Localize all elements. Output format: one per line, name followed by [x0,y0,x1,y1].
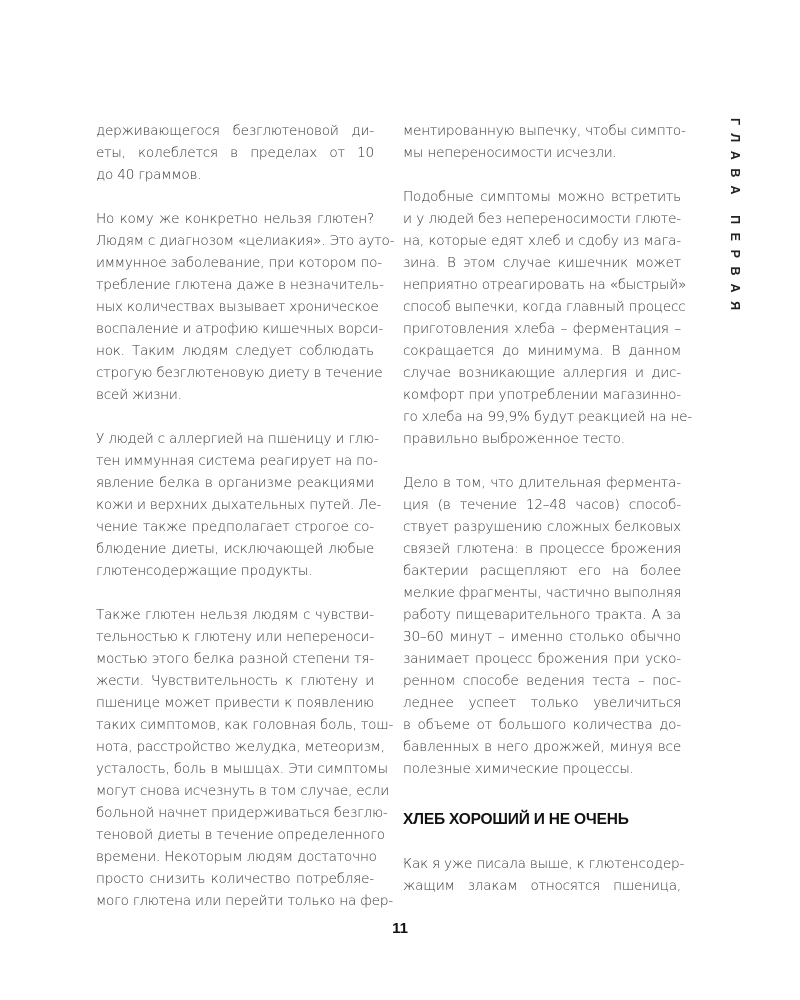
text-line: явление белка в организме реакциями [96,475,374,491]
text-line: воспаление и атрофию кишечных ворси- [96,321,384,337]
text-line: пшенице может привести к появлению [96,695,374,711]
text-line: чение также предполагает строгое со- [96,519,374,535]
text-line: иммунное заболевание, при котором по- [96,255,382,271]
text-line: до 40 граммов. [96,167,202,183]
text-line: нота, расстройство желудка, метеоризм, [96,739,385,755]
text-line: могут снова исчезнуть в том случае, если [96,783,389,799]
text-line: мого глютена или перейти только на фер- [96,893,393,909]
text-line: неприятно отреагировать на «быстрый» [403,277,687,293]
paragraph [96,604,394,912]
text-line: комфорт при употреблении магазинно- [403,387,681,403]
text-line: леднее успеет только увеличиться [403,695,681,711]
text-line: еты, колеблется в пределах от 10 [96,145,374,161]
text-line: и у людей без непереносимости глюте- [403,211,681,227]
text-line: связей глютена: в процессе брожения [403,541,681,557]
text-line: бавленных в него дрожжей, минуя все [403,739,681,755]
text-line: мелкие фрагменты, частично выполняя [403,585,682,601]
section-heading: ХЛЕБ ХОРОШИЙ И НЕ ОЧЕНЬ [403,811,629,828]
paragraph [403,186,692,450]
text-line: бактерии расщепляют его на более [403,563,681,579]
text-line: приготовления хлеба – ферментация – [403,321,681,337]
text-line: Дело в том, что длительная фермента- [403,475,681,491]
text-line: тельностью к глютену или непереноси- [96,629,374,645]
text-line: больной начнет придерживаться безглю- [96,805,388,821]
text-line: ных количествах вызывает хроническое [96,299,379,315]
section-body [403,853,685,919]
text-line: Но кому же конкретно нельзя глютен? [96,211,374,227]
paragraph [403,472,681,780]
paragraph [96,208,395,406]
text-line: времени. Некоторым людям достаточно [96,849,377,865]
text-line: Как я уже писала выше, к глютенсодер- [403,856,685,872]
text-line: У людей с аллергией на пшеницу и глю- [96,431,379,447]
text-line: в объеме от большого количества до- [403,717,681,733]
text-line: способ выпечки, когда главный процесс [403,299,686,315]
text-line: работу пищеварительного тракта. А за [403,607,681,623]
text-line: сокращается до минимума. В данном [403,343,681,359]
text-line: всей жизни. [96,387,182,403]
page-number: 11 [392,920,408,937]
text-line: занимает процесс брожения при уско- [403,651,681,667]
text-line: строгую безглютеновую диету в течение [96,365,383,381]
paragraph [403,853,685,897]
text-line: нок. Таким людям следует соблюдать [96,343,374,359]
text-line: на, которые едят хлеб и сдобу из мага- [403,233,681,249]
text-line: усталость, боль в мышцах. Эти симптомы [96,761,388,777]
text-line: требление глютена даже в незначитель- [96,277,384,293]
chapter-running-head: ГЛАВА ПЕРВАЯ [728,118,742,319]
text-line: жащим злакам относятся пшеница, [403,878,681,894]
text-line: просто снизить количество потребляе- [96,871,374,887]
text-line: мы непереносимости исчезли. [403,145,617,161]
text-line: тен иммунная система реагирует на по- [96,453,378,469]
right-column [403,120,692,802]
text-line: ствует разрушению сложных белковых [403,519,681,535]
text-line: держивающегося безглютеновой ди- [96,123,374,139]
text-line: правильно выброженное тесто. [403,431,625,447]
text-line: ция (в течение 12–48 часов) способ- [403,497,681,513]
text-line: случае возникающие аллергия и дис- [403,365,681,381]
text-line: зина. В этом случае кишечник может [403,255,681,271]
text-line: Людям с диагнозом «целиакия». Это ауто- [96,233,395,249]
text-line: ренном способе ведения теста – пос- [403,673,681,689]
text-line: кожи и верхних дыхательных путей. Ле- [96,497,382,513]
text-line: блюдение диеты, исключающей любые [96,541,374,557]
paragraph [96,428,382,582]
text-line: Подобные симптомы можно встретить [403,189,681,205]
text-line: теновой диеты в течение определенного [96,827,385,843]
text-line: полезные химические процессы. [403,761,634,777]
left-column [96,120,395,934]
paragraph [96,120,374,186]
text-line: 30–60 минут – именно столько обычно [403,629,681,645]
text-line: таких симптомов, как головная боль, тош- [96,717,394,733]
text-line: глютенсодержащие продукты. [96,563,313,579]
text-line: го хлеба на 99,9% будут реакцией на не- [403,409,692,425]
text-line: жести. Чувствительность к глютену и [96,673,374,689]
text-line: мостью этого белка разной степени тя- [96,651,374,667]
paragraph [403,120,686,164]
text-line: ментированную выпечку, чтобы симпто- [403,123,686,139]
text-line: Также глютен нельзя людям с чувстви- [96,607,374,623]
